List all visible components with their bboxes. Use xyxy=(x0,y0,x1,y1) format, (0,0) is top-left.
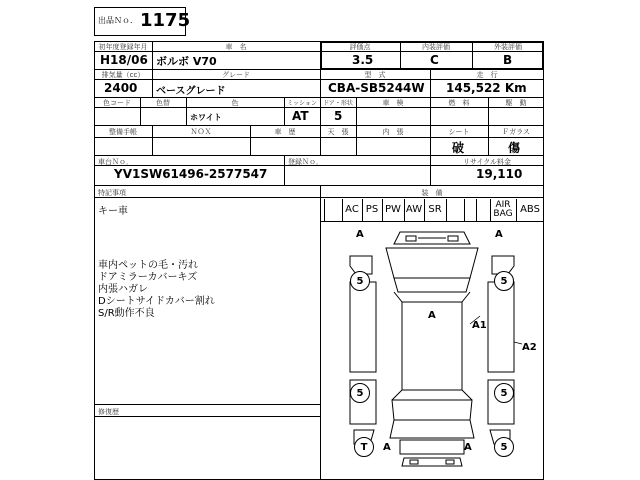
note-line-3: 内張ハガレ xyxy=(98,284,148,295)
first-registration: H18/06 xyxy=(100,53,148,67)
wheel-front-left: 5 xyxy=(350,271,370,291)
header-seat: シート xyxy=(448,128,470,136)
damage-rear-bumper-mid: A xyxy=(464,442,472,453)
equipment-pw: PW xyxy=(385,204,401,215)
header-score: 評価点 xyxy=(349,43,371,51)
header-chassis-number: 車台Ｎｏ． xyxy=(98,158,133,166)
header-doors: ドア・形状 xyxy=(323,100,353,107)
recycle-fee: 19,110 xyxy=(476,167,523,181)
transmission: AT xyxy=(292,109,309,123)
damage-front-left: A xyxy=(356,229,364,240)
car-name: ボルボ V70 xyxy=(156,55,217,68)
header-car-name: 車 名 xyxy=(225,43,247,51)
header-headliner: 天 張 xyxy=(327,128,349,136)
header-exterior-grade: 外装評価 xyxy=(494,43,522,51)
lot-number: 1175 xyxy=(140,10,191,31)
damage-right-door: A1 xyxy=(472,320,487,331)
header-color-code: 色コード xyxy=(103,99,131,107)
damage-roof: A xyxy=(428,310,436,321)
door-count: 5 xyxy=(334,109,343,123)
header-inspection: 車 検 xyxy=(382,99,404,107)
note-key: キー車 xyxy=(98,206,128,217)
wheel-front-right: 5 xyxy=(494,271,514,291)
mileage: 145,522 Km xyxy=(446,81,527,95)
note-line-4: Dシートサイドカバー割れ xyxy=(98,296,215,307)
header-first-registration: 初年度登録年月 xyxy=(98,43,148,51)
header-grade: グレード xyxy=(222,71,250,79)
header-model: 型 式 xyxy=(364,71,386,79)
damage-front-right: A xyxy=(495,229,503,240)
header-maintenance-book: 整備手帳 xyxy=(109,128,137,136)
header-repair-history: 修復歴 xyxy=(98,408,119,416)
front-glass-condition: 傷 xyxy=(508,141,521,155)
note-line-2: ドアミラーカバーキズ xyxy=(98,272,198,283)
header-drive: 駆 動 xyxy=(505,99,527,107)
header-transmission: ミッション xyxy=(287,100,317,107)
header-displacement: 排気量（cc） xyxy=(101,71,145,79)
damage-rear-bumper-left: A xyxy=(383,442,391,453)
header-interior-grade: 内装評価 xyxy=(422,43,450,51)
wheel-rear-left: 5 xyxy=(350,383,370,403)
equipment-airbag: AIR BAG xyxy=(493,200,513,219)
model-code: CBA-SB5244W xyxy=(328,81,425,95)
displacement: 2400 xyxy=(104,81,138,95)
header-color-change: 色替 xyxy=(156,99,170,107)
equipment-ps: PS xyxy=(365,204,379,215)
header-equipment: 装 備 xyxy=(421,189,443,197)
header-registration-number: 登録Ｎｏ． xyxy=(288,158,323,166)
exterior-grade: B xyxy=(503,53,513,67)
body-color: ホワイト xyxy=(190,113,222,122)
grade: ベースグレード xyxy=(156,86,226,97)
damage-right-side: A2 xyxy=(522,342,537,353)
equipment-aw: AW xyxy=(405,204,423,215)
score-value: 3.5 xyxy=(352,53,374,67)
damage-rear-left-t: T xyxy=(354,437,374,457)
header-special-notes: 特記事項 xyxy=(98,189,126,197)
note-line-1: 車内ペットの毛・汚れ xyxy=(98,260,198,271)
header-nox: ＮＯＸ xyxy=(190,128,212,136)
lot-number-label: 出品Ｎｏ． xyxy=(98,16,138,25)
note-line-5: S/R動作不良 xyxy=(98,308,155,319)
header-mileage: 走 行 xyxy=(476,71,498,79)
wheel-rear-bottom-right: 5 xyxy=(494,437,514,457)
header-front-glass: Ｆガラス xyxy=(502,128,530,136)
equipment-abs: ABS xyxy=(520,204,540,215)
chassis-number: YV1SW61496-2577547 xyxy=(114,167,268,181)
header-recycle-fee: リサイクル料金 xyxy=(462,158,512,166)
seat-condition: 破 xyxy=(452,141,465,155)
equipment-sr: SR xyxy=(428,204,442,215)
wheel-rear-right: 5 xyxy=(494,383,514,403)
equipment-ac: AC xyxy=(345,204,359,215)
header-history: 車 歴 xyxy=(274,128,296,136)
header-inner-panel: 内 張 xyxy=(382,128,404,136)
header-fuel: 燃 料 xyxy=(448,99,470,107)
header-color: 色 xyxy=(231,99,239,107)
interior-grade: C xyxy=(430,53,439,67)
